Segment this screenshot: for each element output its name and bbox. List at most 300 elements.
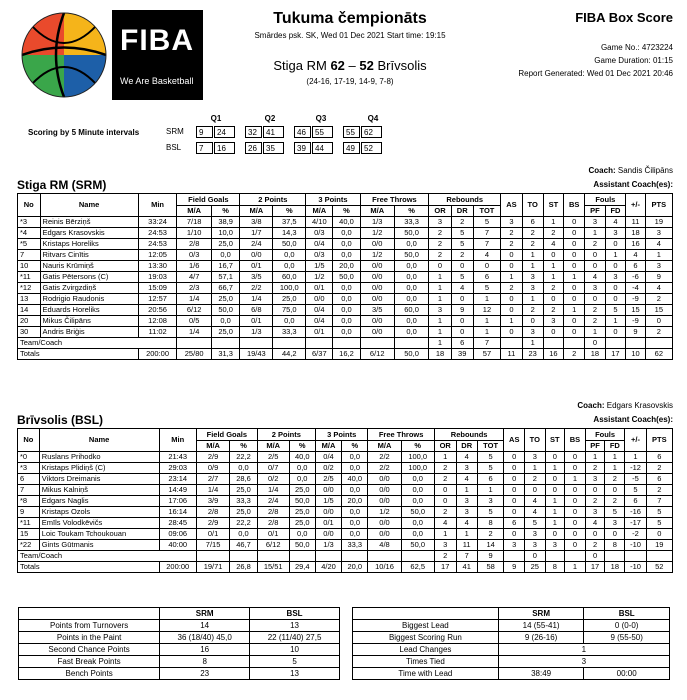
stat-cell: 5 (451, 239, 473, 250)
stat-cell: 0 (543, 250, 563, 261)
stat-cell: 1/3 (240, 327, 273, 338)
stat-cell: -5 (625, 474, 646, 485)
stat-cell: 2 (501, 239, 522, 250)
stat-cell: 0/0 (360, 316, 394, 327)
stat-cell: 4 (525, 496, 545, 507)
stat-cell: 4/10 (306, 217, 333, 228)
home-box-score-table (17, 193, 673, 360)
player-row (18, 239, 673, 250)
stat-cell: 0,0 (289, 529, 315, 540)
col-header-3-points: 3 Points (306, 194, 360, 206)
stat-cell: 2/5 (257, 452, 289, 463)
stat-cell: 2 (525, 474, 545, 485)
interval-cell: 41 (263, 126, 284, 138)
stat-cell: 0/0 (360, 261, 394, 272)
stat-cell: 3/9 (196, 496, 229, 507)
player-row (18, 518, 673, 529)
stat-cell: 50,0 (289, 540, 315, 551)
stat-cell: 1 (434, 529, 456, 540)
stat-cell: Rodrigio Raudonis (40, 294, 138, 305)
stat-cell: 1 (501, 316, 522, 327)
stat-cell: 40,0 (289, 452, 315, 463)
totals-label: Totals (18, 562, 160, 573)
stat-cell: 0 (605, 529, 625, 540)
stat-cell: 1 (473, 327, 501, 338)
stat-cell: 0 (563, 239, 584, 250)
stat-cell: 1 (565, 474, 586, 485)
stat-cell: 0,0 (342, 485, 368, 496)
stat-cell: 3 (525, 452, 545, 463)
stat-cell: *5 (18, 239, 41, 250)
stat-cell: 5 (605, 305, 626, 316)
stat-cell: 1 (545, 518, 565, 529)
stat-cell: 3 (525, 540, 545, 551)
stat-cell: 0,0 (333, 250, 360, 261)
home-team-name: Stiga RM (273, 58, 327, 73)
stat-cell: 0,0 (333, 327, 360, 338)
summary-col-header: BSL (584, 608, 670, 620)
final-score (230, 58, 470, 73)
stat-cell: 0 (525, 485, 545, 496)
empty-cell (626, 338, 645, 349)
stat-cell: 1 (473, 316, 501, 327)
col-subheader-ma: M/A (306, 206, 333, 217)
intervals-title: Scoring by 5 Minute intervals (28, 128, 140, 137)
stat-cell: 18 (429, 349, 452, 360)
stat-cell: 1 (477, 485, 504, 496)
stat-cell: Mikus Kalniņš (39, 485, 159, 496)
stat-cell: 0,0 (333, 305, 360, 316)
stat-cell: 3 (477, 496, 504, 507)
stat-cell: 0/1 (306, 327, 333, 338)
stat-cell: 5 (473, 283, 501, 294)
summary-label: Points in the Paint (19, 632, 160, 644)
stat-cell: 0,0 (289, 474, 315, 485)
summary-value: 13 (250, 620, 340, 632)
stat-cell: 0,0 (273, 250, 306, 261)
stat-cell: Andris Briģis (40, 327, 138, 338)
stat-cell: 28,6 (230, 474, 258, 485)
stat-cell: 0,0 (394, 272, 428, 283)
stat-cell: *11 (18, 518, 40, 529)
stat-cell: 0/3 (177, 250, 211, 261)
stat-cell: 66,7 (211, 283, 239, 294)
stat-cell: 1/5 (315, 496, 341, 507)
stat-cell: 4/8 (368, 540, 401, 551)
stat-cell: 5 (473, 217, 501, 228)
col-subheader-fd: FD (605, 441, 625, 452)
empty-cell (306, 338, 333, 349)
stat-cell: 3 (522, 327, 543, 338)
stat-cell: 1 (605, 250, 626, 261)
stat-cell: 0 (563, 283, 584, 294)
stat-cell: 60,0 (394, 305, 428, 316)
col-header-rebounds: Rebounds (434, 429, 504, 441)
interval-cell: 49 (343, 142, 360, 154)
stat-cell: 3 (522, 283, 543, 294)
stat-cell: Edgars Naglis (39, 496, 159, 507)
stat-cell: 3 (429, 217, 452, 228)
col-header-pts: PTS (646, 429, 672, 452)
stat-cell: 1/10 (177, 228, 211, 239)
empty-cell (645, 338, 672, 349)
stat-cell: 2 (645, 294, 672, 305)
stat-cell: 0,0 (401, 485, 434, 496)
stat-cell: 22,2 (230, 518, 258, 529)
stat-cell: 2 (429, 239, 452, 250)
fiba-wordmark (112, 10, 203, 100)
player-row (18, 327, 673, 338)
col-header-name: Name (40, 194, 138, 217)
empty-cell (563, 338, 584, 349)
stat-cell: 0 (563, 261, 584, 272)
stat-cell: 15:09 (138, 283, 177, 294)
stat-cell: 0,0 (333, 294, 360, 305)
stat-cell: 0 (504, 485, 525, 496)
stat-cell: 0 (585, 261, 605, 272)
stat-cell: 100,0 (273, 283, 306, 294)
stat-cell: 4 (645, 283, 672, 294)
stat-cell: 0 (585, 250, 605, 261)
col-header-bs: BS (563, 194, 584, 217)
stat-cell: 0 (525, 551, 545, 562)
summary-value: 36 (18/40) 45,0 (160, 632, 250, 644)
stat-cell: 0 (565, 507, 586, 518)
col-header-plus-minus: +/- (625, 429, 646, 452)
empty-cell (545, 551, 565, 562)
col-header-pts: PTS (645, 194, 672, 217)
away-team-name: Brīvsolis (377, 58, 427, 73)
stat-cell: 58 (477, 562, 504, 573)
stat-cell: 2 (522, 228, 543, 239)
player-row (18, 261, 673, 272)
stat-cell: 0,0 (342, 529, 368, 540)
stat-cell: 1 (543, 272, 563, 283)
stat-cell: 50,0 (394, 228, 428, 239)
stat-cell: 0 (501, 327, 522, 338)
stat-cell: 7 (18, 250, 41, 261)
stat-cell: 2 (434, 474, 456, 485)
home-assistant-coach: Assistant Coach(es): (593, 180, 673, 189)
empty-cell (211, 338, 239, 349)
stat-cell: 0 (563, 327, 584, 338)
stat-cell: 0,0 (394, 294, 428, 305)
stat-cell: 0 (504, 474, 525, 485)
team-stats-table (18, 607, 340, 680)
summary-row (19, 668, 340, 680)
stat-cell: 0/4 (315, 452, 341, 463)
stat-cell: 0,0 (342, 463, 368, 474)
stat-cell: Emīls Volodkēvičs (39, 518, 159, 529)
col-subheader-ma: M/A (240, 206, 273, 217)
empty-cell (401, 551, 434, 562)
player-row (18, 452, 673, 463)
col-header-min: Min (159, 429, 196, 452)
stat-cell: 26,8 (230, 562, 258, 573)
col-header-fouls: Fouls (585, 429, 625, 441)
stat-cell: -2 (625, 529, 646, 540)
stat-cell: 0 (645, 316, 672, 327)
summary-label: Points from Turnovers (19, 620, 160, 632)
stat-cell: 50,0 (401, 540, 434, 551)
stat-cell: 0 (504, 529, 525, 540)
stat-cell: 1 (585, 452, 605, 463)
stat-cell: 0/0 (360, 283, 394, 294)
stat-cell: 31,3 (211, 349, 239, 360)
stat-cell: 1 (585, 228, 605, 239)
stat-cell: 2 (451, 250, 473, 261)
stat-cell: 41 (456, 562, 477, 573)
stat-cell: 0/0 (315, 507, 341, 518)
stat-cell: -17 (625, 518, 646, 529)
stat-cell: Reinis Bērziņš (40, 217, 138, 228)
stat-cell: 0 (504, 507, 525, 518)
stat-cell: 4 (525, 507, 545, 518)
table-header-row (18, 194, 673, 206)
summary-value: 3 (498, 656, 669, 668)
stat-cell: 57 (473, 349, 501, 360)
stat-cell: 4 (585, 518, 605, 529)
stat-cell: 2/7 (196, 474, 229, 485)
coach-name: Sandis Čilipāns (617, 166, 673, 175)
stat-cell: 4/20 (315, 562, 341, 573)
stat-cell: 0/0 (360, 327, 394, 338)
stat-cell: 0/4 (306, 316, 333, 327)
competition-title: Tukuma čempionāts (273, 10, 427, 27)
stat-cell: 0/4 (306, 239, 333, 250)
stat-cell: 0,0 (333, 228, 360, 239)
stat-cell: 0 (543, 327, 563, 338)
stat-cell: 0/0 (360, 272, 394, 283)
stat-cell: Kristaps Horeliks (40, 239, 138, 250)
stat-cell: 0,0 (342, 518, 368, 529)
stat-cell: 1 (522, 338, 543, 349)
stat-cell: 5 (605, 507, 625, 518)
stat-cell: 6/12 (177, 305, 211, 316)
stat-cell: 3 (585, 507, 605, 518)
stat-cell: 1 (429, 272, 452, 283)
stat-cell: 1 (456, 485, 477, 496)
stat-cell: 17 (605, 349, 626, 360)
summary-row (353, 656, 670, 668)
interval-cell: 44 (312, 142, 333, 154)
col-subheader-pct: % (289, 441, 315, 452)
stat-cell: 22,2 (230, 452, 258, 463)
stat-cell: 14,3 (273, 228, 306, 239)
interval-cell: 26 (245, 142, 262, 154)
stat-cell: 0 (605, 283, 626, 294)
stat-cell: 50,0 (394, 349, 428, 360)
col-subheader-tot: TOT (473, 206, 501, 217)
game-duration: Game Duration: 01:15 (594, 56, 673, 65)
stat-cell: 0 (545, 485, 565, 496)
col-subheader-dr: DR (451, 206, 473, 217)
stat-cell: 2 (605, 474, 625, 485)
stat-cell: 40:00 (159, 540, 196, 551)
stat-cell: 5 (477, 463, 504, 474)
stat-cell: *3 (18, 463, 40, 474)
stat-cell: 50,0 (401, 507, 434, 518)
interval-cell: 32 (245, 126, 262, 138)
stat-cell: 25,0 (289, 507, 315, 518)
stat-cell: 3 (456, 507, 477, 518)
stat-cell: 25,0 (273, 294, 306, 305)
stat-cell: 0 (605, 485, 625, 496)
empty-cell (646, 551, 672, 562)
col-header-3-points: 3 Points (315, 429, 368, 441)
stat-cell: 4 (543, 239, 563, 250)
stat-cell: 0 (565, 529, 586, 540)
away-box-score-table (17, 428, 673, 573)
summary-label: Biggest Scoring Run (353, 632, 499, 644)
stat-cell: 0,0 (342, 507, 368, 518)
stat-cell: 1 (429, 338, 452, 349)
col-subheader-or: OR (429, 206, 452, 217)
stat-cell: 8 (477, 518, 504, 529)
stat-cell: 3 (605, 228, 626, 239)
stat-cell: 10,0 (211, 228, 239, 239)
stat-cell: 1 (545, 463, 565, 474)
stat-cell: 0 (501, 294, 522, 305)
stat-cell: *0 (18, 452, 40, 463)
stat-cell: 1 (545, 496, 565, 507)
stat-cell: 200:00 (159, 562, 196, 573)
summary-label: Times Tied (353, 656, 499, 668)
stat-cell: 3 (645, 228, 672, 239)
stat-cell: 0,0 (394, 316, 428, 327)
stat-cell: 6 (451, 338, 473, 349)
stat-cell: 4/7 (177, 272, 211, 283)
stat-cell: 1/2 (368, 507, 401, 518)
stat-cell: 1/4 (240, 294, 273, 305)
stat-cell: *3 (18, 217, 41, 228)
stat-cell: 0 (504, 463, 525, 474)
stat-cell: 0 (451, 294, 473, 305)
stat-cell: 6 (646, 474, 672, 485)
stat-cell: 2 (522, 239, 543, 250)
summary-label: Lead Changes (353, 644, 499, 656)
summary-label: Time with Lead (353, 668, 499, 680)
stat-cell: 0 (501, 261, 522, 272)
col-header-field-goals: Field Goals (177, 194, 240, 206)
away-coach (577, 401, 673, 410)
totals-row (18, 562, 673, 573)
stat-cell: 0/2 (315, 463, 341, 474)
stat-cell: 1/2 (360, 250, 394, 261)
col-subheader-pct: % (230, 441, 258, 452)
empty-cell (605, 551, 625, 562)
col-subheader-ma: M/A (360, 206, 394, 217)
summary-row (19, 644, 340, 656)
stat-cell: 0 (585, 529, 605, 540)
stat-cell: 2 (585, 239, 605, 250)
interval-row-srm (196, 126, 382, 138)
stat-cell: 3 (525, 529, 545, 540)
stat-cell: 44,2 (273, 349, 306, 360)
summary-col-header: BSL (250, 608, 340, 620)
stat-cell: 25/80 (177, 349, 211, 360)
interval-cell: 46 (294, 126, 311, 138)
stat-cell: -16 (625, 507, 646, 518)
stat-cell: 9 (18, 507, 40, 518)
stat-cell: 0 (605, 294, 626, 305)
stat-cell: 50,0 (394, 250, 428, 261)
stat-cell: 33:24 (138, 217, 177, 228)
col-header-to: TO (525, 429, 545, 452)
away-assistant-coach: Assistant Coach(es): (593, 415, 673, 424)
stat-cell: 0,0 (401, 518, 434, 529)
stat-cell: 3 (456, 463, 477, 474)
player-row (18, 507, 673, 518)
stat-cell: 11 (626, 217, 645, 228)
stat-cell: 33,3 (230, 496, 258, 507)
stat-cell: 1 (565, 562, 586, 573)
stat-cell: 13 (18, 294, 41, 305)
stat-cell: 0,0 (273, 316, 306, 327)
stat-cell: 16:14 (159, 507, 196, 518)
player-row (18, 294, 673, 305)
col-header-no: No (18, 429, 40, 452)
summary-value: 9 (55-50) (584, 632, 670, 644)
stat-cell: 0/9 (196, 463, 229, 474)
col-header-st: ST (543, 194, 563, 217)
stat-cell: Eduards Horeliks (40, 305, 138, 316)
stat-cell: 2 (543, 283, 563, 294)
player-row (18, 228, 673, 239)
stat-cell: *8 (18, 496, 40, 507)
stat-cell: 0 (605, 239, 626, 250)
col-header-field-goals: Field Goals (196, 429, 257, 441)
player-row (18, 272, 673, 283)
stat-cell: 4 (605, 217, 626, 228)
stat-cell: 3 (429, 305, 452, 316)
col-subheader-pct: % (342, 441, 368, 452)
stat-cell: 1/4 (177, 294, 211, 305)
stat-cell: 12 (473, 305, 501, 316)
col-subheader-pct: % (394, 206, 428, 217)
stat-cell: 1 (429, 316, 452, 327)
stat-cell: 0/0 (368, 518, 401, 529)
empty-cell (368, 551, 401, 562)
player-row (18, 316, 673, 327)
stat-cell: 0,0 (401, 529, 434, 540)
empty-cell (315, 551, 341, 562)
quarter-label: Q4 (367, 114, 379, 123)
stat-cell: 0 (565, 463, 586, 474)
stat-cell: 39 (451, 349, 473, 360)
stat-cell: 4 (451, 283, 473, 294)
col-subheader-tot: TOT (477, 441, 504, 452)
stat-cell: 6 (626, 261, 645, 272)
home-score: 62 (330, 58, 345, 73)
stat-cell: 7 (456, 551, 477, 562)
summary-value: 14 (55-41) (498, 620, 584, 632)
stat-cell: 0 (585, 551, 605, 562)
col-header-bs: BS (565, 429, 586, 452)
stat-cell: 5 (451, 272, 473, 283)
empty-cell (625, 551, 646, 562)
empty-cell (230, 551, 258, 562)
stat-cell: 15/51 (257, 562, 289, 573)
stat-cell: 0/4 (306, 305, 333, 316)
summary-value: 9 (26-16) (498, 632, 584, 644)
stat-cell: 52 (646, 562, 672, 573)
empty-cell (394, 338, 428, 349)
coach-name: Edgars Krasovskis (606, 401, 673, 410)
col-header-free-throws: Free Throws (368, 429, 434, 441)
stat-cell: 6/8 (240, 305, 273, 316)
col-subheader-pf: PF (585, 441, 605, 452)
